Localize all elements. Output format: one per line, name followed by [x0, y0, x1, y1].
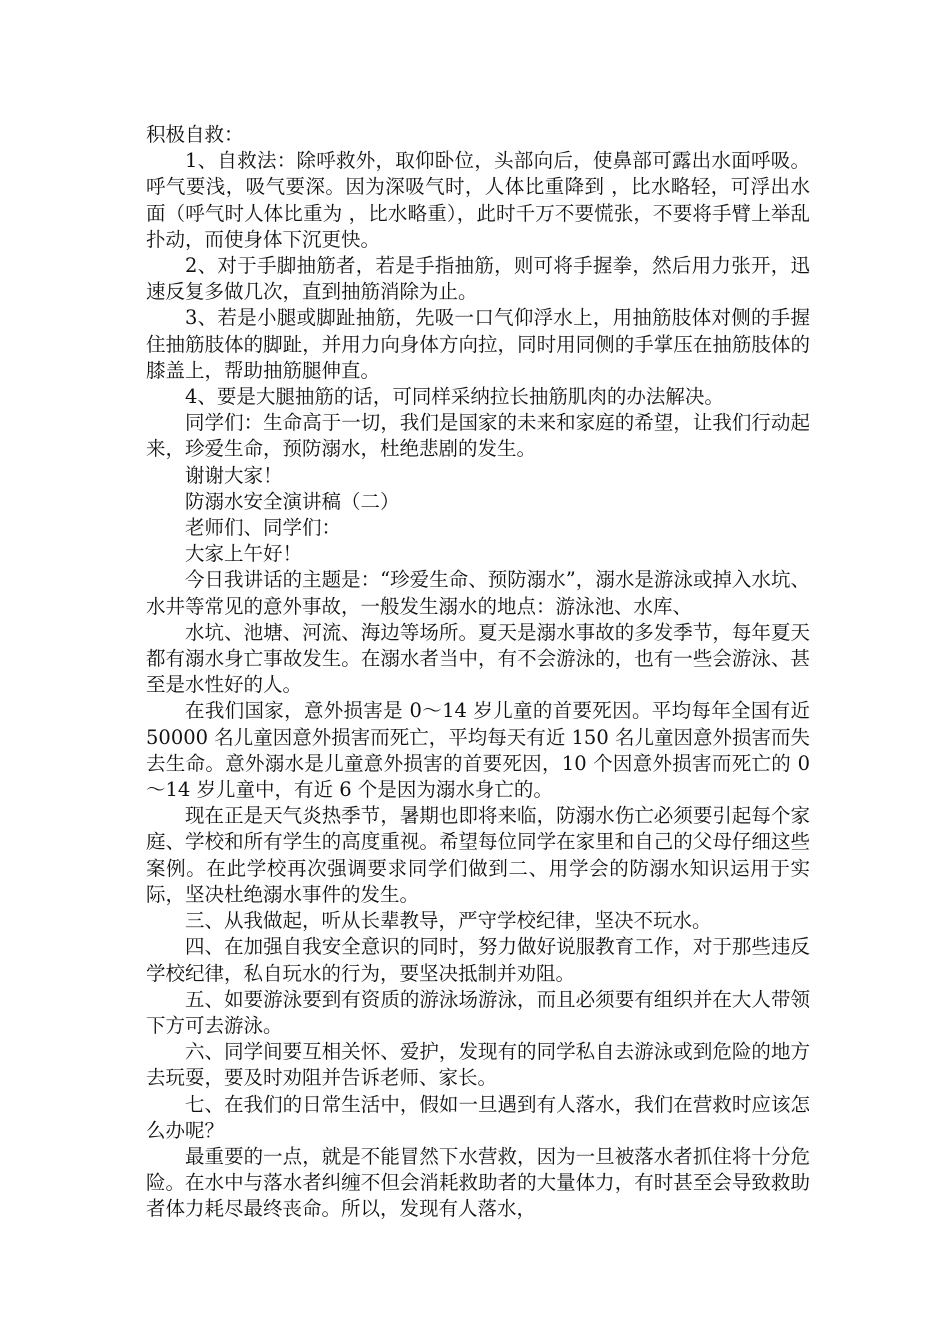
paragraph: 水坑、池塘、河流、海边等场所。夏天是溺水事故的多发季节，每年夏天都有溺水身亡事故发生。在溺水者当中，有不会游泳的，也有一些会游泳、甚至是水性好的人。 — [146, 620, 810, 697]
paragraph: 4、要是大腿抽筋的话，可同样采纳拉长抽筋肌肉的办法解决。 — [185, 385, 724, 409]
paragraph: 2、对于手脚抽筋者，若是手指抽筋，则可将手握拳，然后用力张开，迅速反复多做几次，直到抽筋消除为止。 — [146, 254, 810, 304]
paragraph: 三、从我做起，听从长辈教导，严守学校纪律，坚决不玩水。 — [185, 909, 712, 933]
paragraph: 现在正是天气炎热季节，暑期也即将来临，防溺水伤亡必须要引起每个家庭、学校和所有学生的高度重视。希望每位同学在家里和自己的父母仔细这些案例。在此学校再次强调要求同学们做到二、用学会的防溺水知识运用于实际，坚决杜绝溺水事件的发生。 — [146, 804, 810, 906]
paragraph: 谢谢大家！ — [185, 463, 283, 487]
salutation: 老师们、同学们： — [185, 516, 342, 540]
paragraph: 四、在加强自我安全意识的同时，努力做好说服教育工作，对于那些违反学校纪律，私自玩水的行为，要坚决抵制并劝阻。 — [146, 935, 810, 985]
paragraph: 六、同学间要互相关怀、爱护，发现有的同学私自去游泳或到危险的地方去玩耍，要及时劝阻并告诉老师、家长。 — [146, 1040, 810, 1090]
paragraph: 今日我讲话的主题是：“珍爱生命、预防溺水”，溺水是游泳或掉入水坑、水井等常见的意外事故，一般发生溺水的地点：游泳池、水库、 — [146, 568, 810, 618]
document-page — [146, 122, 810, 1223]
greeting: 大家上午好！ — [185, 542, 303, 566]
paragraph: 同学们：生命高于一切，我们是国家的未来和家庭的希望，让我们行动起来，珍爱生命，预防溺水，杜绝悲剧的发生。 — [146, 411, 810, 461]
paragraph-heading: 积极自救： — [146, 123, 244, 146]
paragraph: 在我们国家，意外损害是 0～14 岁儿童的首要死因。平均每年全国有近 50000 名儿童因意外损害而死亡，平均每天有近 150 名儿童因意外损害而失去生命。意外溺水是儿童意外损害的首要死因，10 个因意外损害而死亡的 0～14 岁儿童中，有近 6 个是因为溺水身亡的。 — [146, 699, 810, 802]
paragraph: 1、自救法：除呼救外，取仰卧位，头部向后，使鼻部可露出水面呼吸。呼气要浅，吸气要深。因为深吸气时，人体比重降到 ，比水略轻，可浮出水面（呼气时人体比重为 ，比水略重），此时千万不要慌张，不要将手臂上举乱扑动，而使身体下沉更快。 — [146, 149, 810, 251]
paragraph: 最重要的一点，就是不能冒然下水营救，因为一旦被落水者抓住将十分危险。在水中与落水者纠缠不但会消耗救助者的大量体力，有时甚至会导致救助者体力耗尽最终丧命。所以，发现有人落水， — [146, 1144, 810, 1221]
section-title: 防溺水安全演讲稿（二） — [185, 489, 400, 513]
paragraph: 七、在我们的日常生活中，假如一旦遇到有人落水，我们在营救时应该怎么办呢？ — [146, 1092, 810, 1142]
paragraph: 五、如要游泳要到有资质的游泳场游泳，而且必须要有组织并在大人带领下方可去游泳。 — [146, 987, 810, 1037]
paragraph: 3、若是小腿或脚趾抽筋，先吸一口气仰浮水上，用抽筋肢体对侧的手握住抽筋肢体的脚趾，并用力向身体方向拉，同时用同侧的手掌压在抽筋肢体的膝盖上，帮助抽筋腿伸直。 — [146, 306, 810, 382]
